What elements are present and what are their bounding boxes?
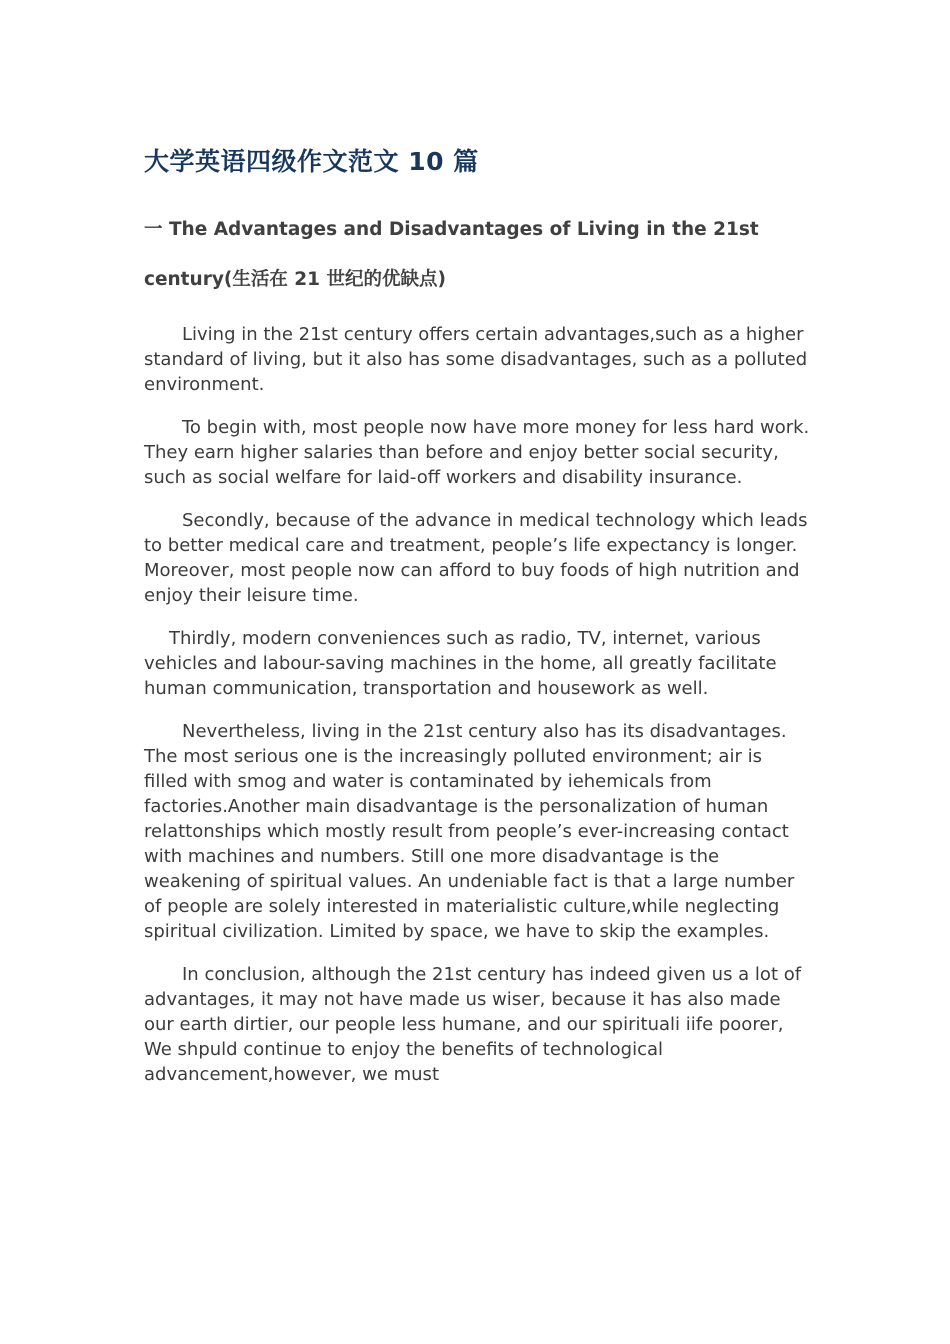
document-title: 大学英语四级作文范文 10 篇	[144, 147, 479, 176]
essay-body	[144, 322, 810, 1105]
essay-heading-line-2: century(生活在 21 世纪的优缺点)	[144, 269, 446, 290]
paragraph-conclusion: In conclusion, although the 21st century has indeed given us a lot of advantages, it may not have made us wiser, because it has also made our earth dirtier, our people less humane, and our spirituali iife poorer, We shpuld continue to enjoy the benefits of technological advancement,however, we must	[144, 964, 802, 1085]
paragraph-intro: Living in the 21st century offers certain advantages,such as a higher standard of living, but it also has some disadvantages, such as a polluted environment.	[144, 324, 808, 395]
paragraph-second-advantage: Secondly, because of the advance in medical technology which leads to better medical care and treatment, people’s life expectancy is longer. Moreover, most people now can afford to buy foods of high nutrition and enjoy their leisure time.	[144, 510, 808, 606]
paragraph-third-advantage: Thirdly, modern conveniences such as radio, TV, internet, various vehicles and labour-saving machines in the home, all greatly facilitate human communication, transportation and housework as well.	[144, 628, 777, 699]
essay-heading-line-1: 一 The Advantages and Disadvantages of Living in the 21st	[144, 219, 759, 240]
paragraph-disadvantages: Nevertheless, living in the 21st century also has its disadvantages. The most serious one is the increasingly polluted environment; air is filled with smog and water is contaminated by iehemicals from factories.Another main disadvantage is the personalization of human relattonships which mostly result from people’s ever-increasing contact with machines and numbers. Still one more disadvantage is the weakening of spiritual values. An undeniable fact is that a large number of people are solely interested in materialistic culture,while neglecting spiritual civilization. Limited by space, we have to skip the examples.	[144, 721, 795, 942]
paragraph-first-advantage: To begin with, most people now have more money for less hard work. They earn higher salaries than before and enjoy better social security, such as social welfare for laid-off workers and disability insurance.	[144, 417, 810, 488]
